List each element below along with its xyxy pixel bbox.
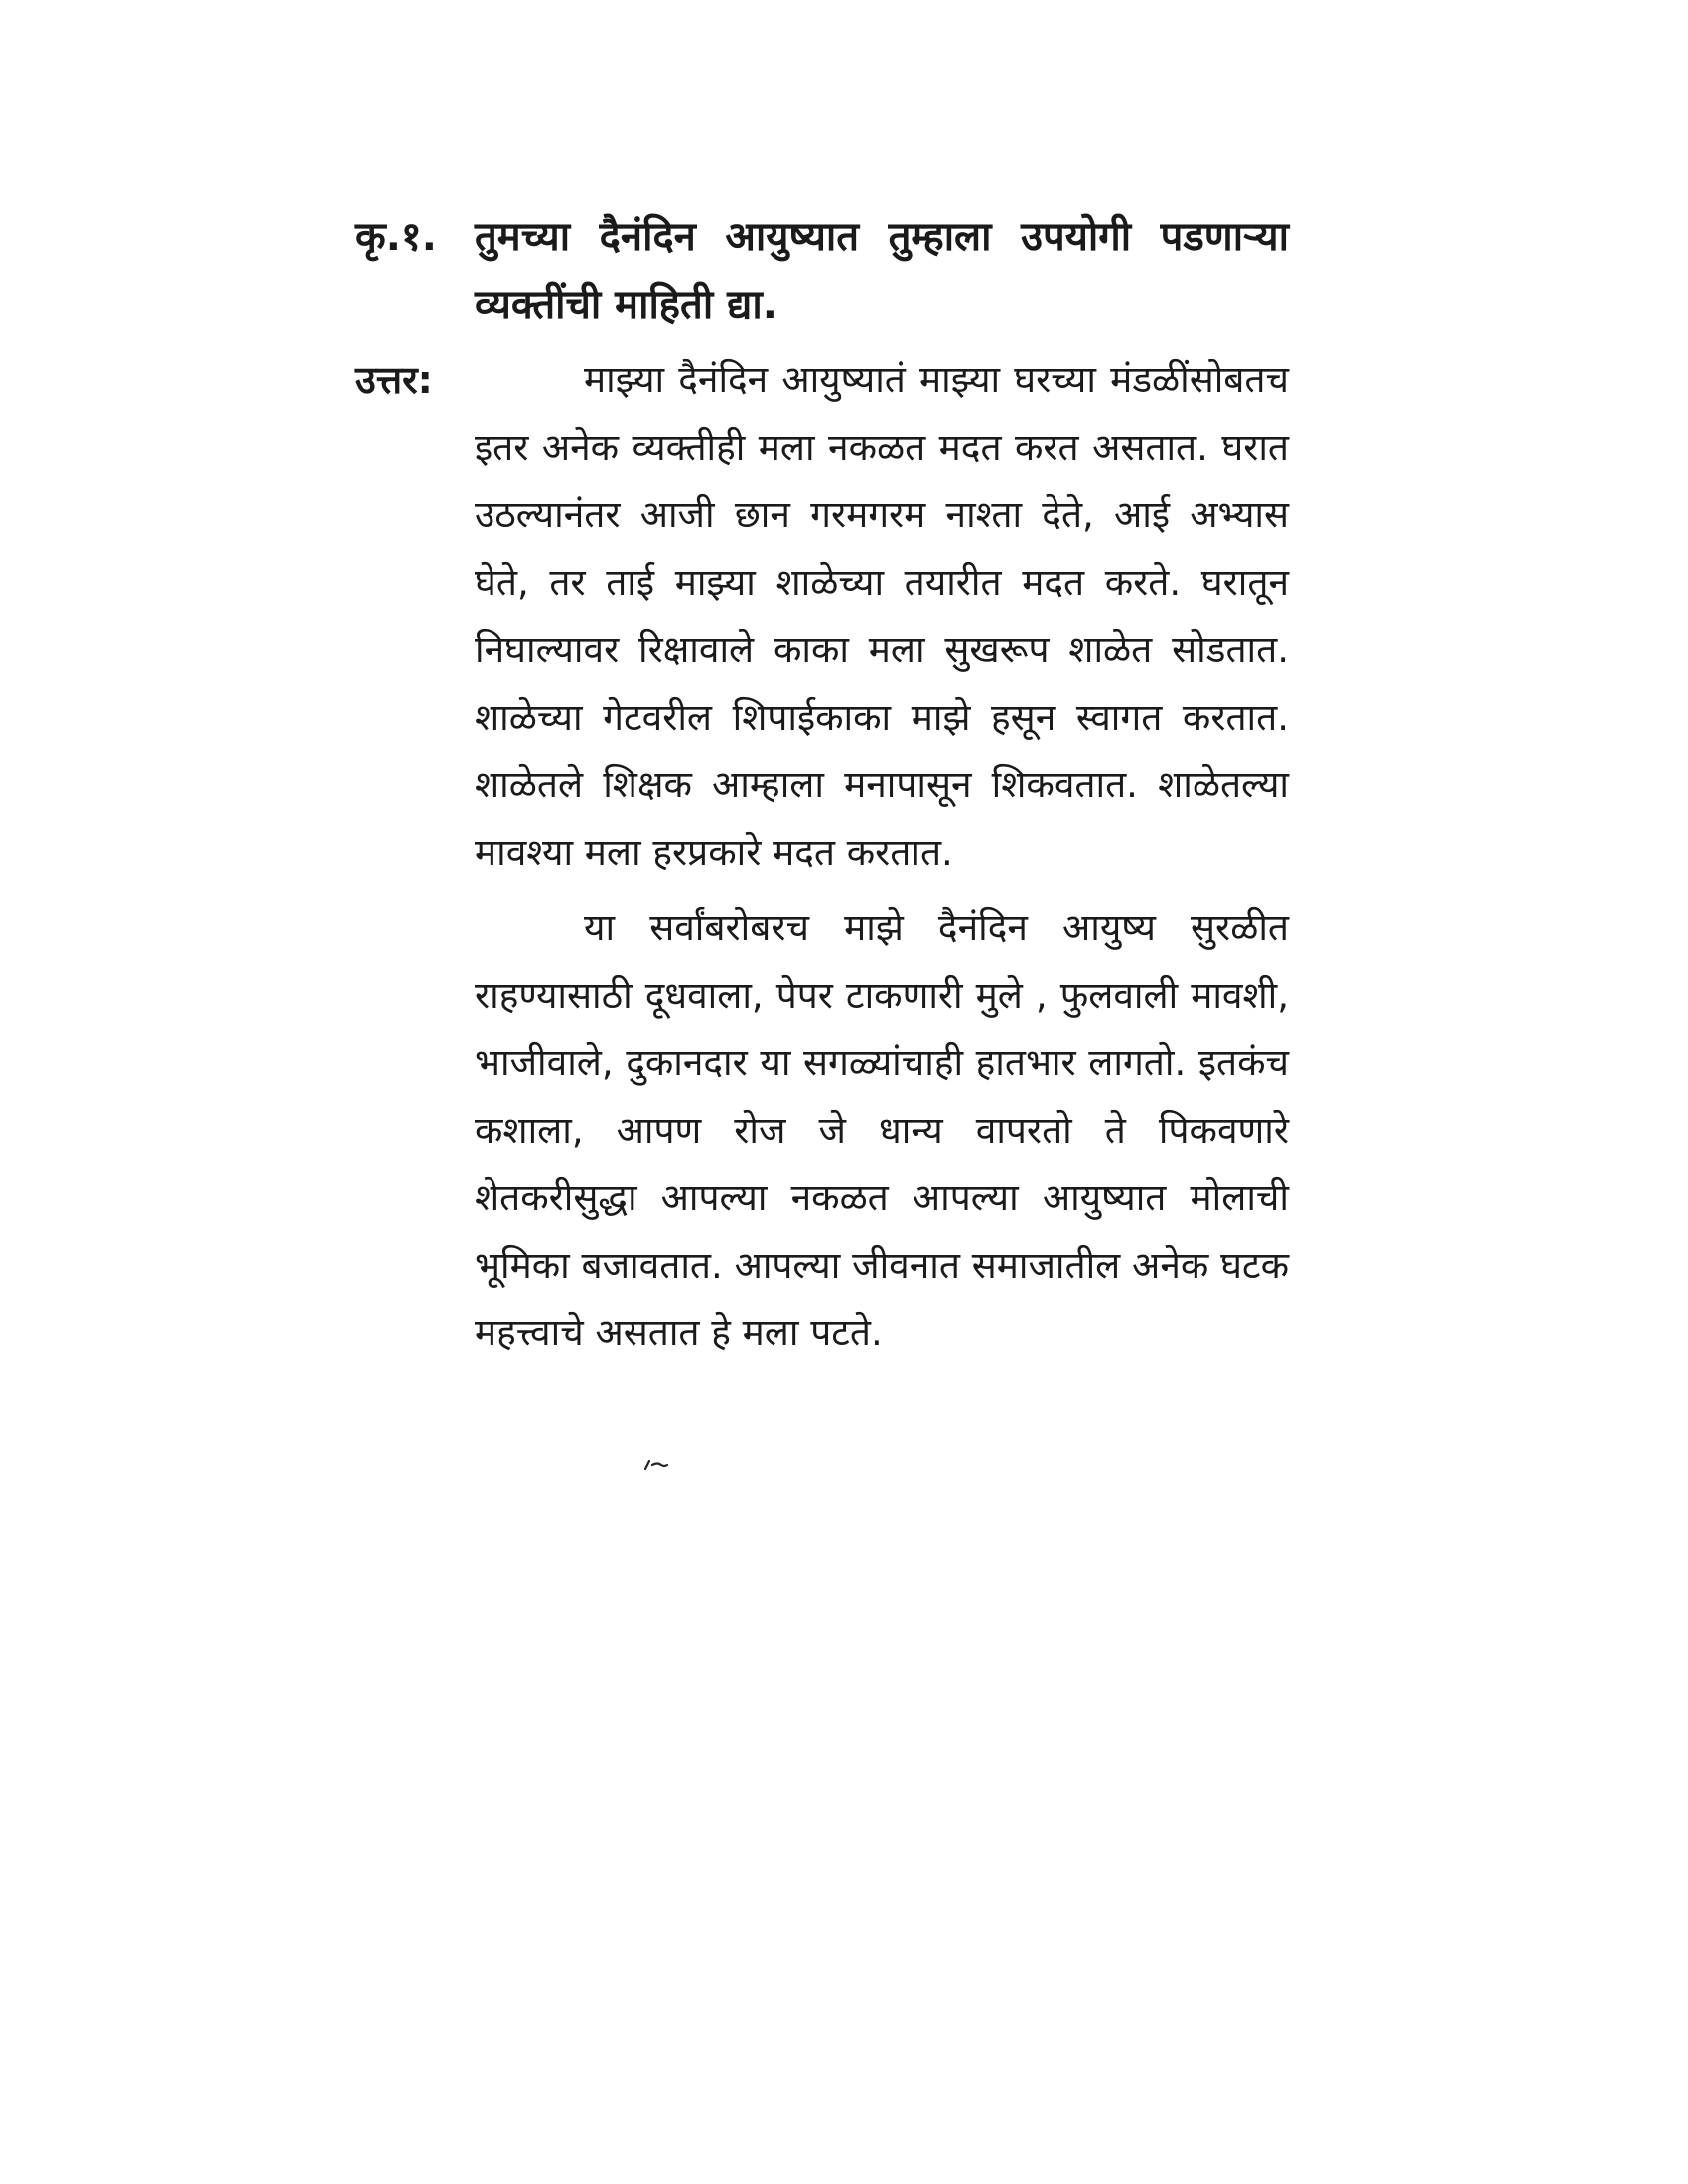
question-answer-block: [355, 204, 1289, 1375]
answer-body: [475, 346, 1289, 1375]
question-number: कृ.१.: [355, 214, 437, 260]
answer-row: [355, 346, 1289, 1375]
ink-mark-icon: [643, 1459, 669, 1471]
answer-paragraph-1: माझ्या दैनंदिन आयुष्यातं माझ्या घरच्या मंडळींसोबतच इतर अनेक व्यक्तीही मला नकळत मदत करत असतात. घरात उठल्यानंतर आजी छान गरमगरम नाश्ता देते, आई अभ्यास घेते, तर ताई माझ्या शाळेच्या तयारीत मदत करते. घरातून निघाल्यावर रिक्षावाले काका मला सुखरूप शाळेत सोडतात. शाळेच्या गेटवरील शिपाईकाका माझे हसून स्वागत करतात. शाळेतले शिक्षक आम्हाला मनापासून शिकवतात. शाळेतल्या मावश्या मला हरप्रकारे मदत करतात.: [475, 358, 1289, 874]
answer-label: उत्तर:: [355, 358, 433, 402]
question-row: [355, 204, 1289, 339]
answer-paragraph-2: या सर्वांबरोबरच माझे दैनंदिन आयुष्य सुरळीत राहण्यासाठी दूधवाला, पेपर टाकणारी मुले , फुलवाली मावशी, भाजीवाले, दुकानदार या सगळ्यांचाही हातभार लागतो. इतकंच कशाला, आपण रोज जे धान्य वापरतो ते पिकवणारे शेतकरीसुद्धा आपल्या नकळत आपल्या आयुष्यात मोलाची भूमिका बजावतात. आपल्या जीवनात समाजातील अनेक घटक महत्त्वाचे असतात हे मला पटते.: [475, 906, 1289, 1354]
question-text: तुमच्या दैनंदिन आयुष्यात तुम्हाला उपयोगी पडणाऱ्या व्यक्तींची माहिती द्या.: [475, 214, 1289, 328]
